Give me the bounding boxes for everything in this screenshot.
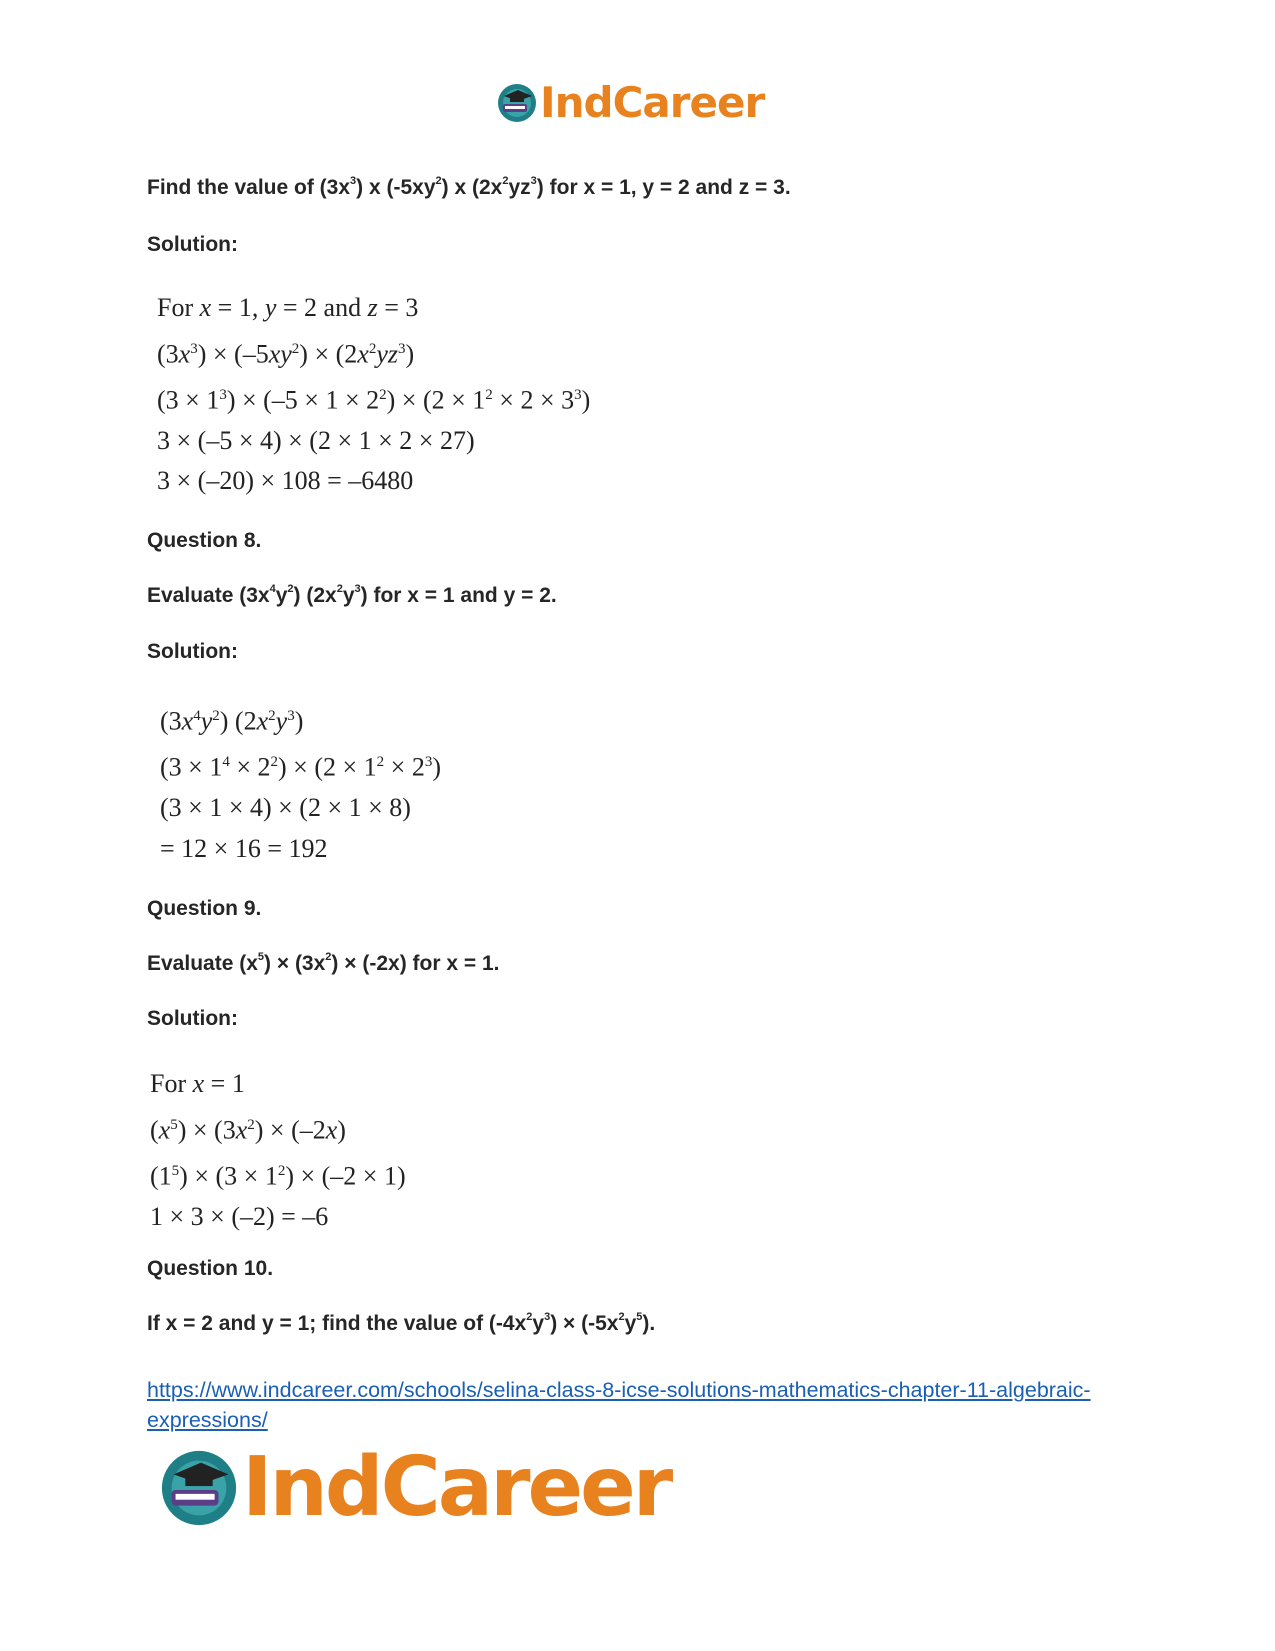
q8-solution-steps — [160, 696, 441, 869]
graduation-cap-book-globe-icon — [158, 1447, 240, 1529]
q8-step-1: $(3x^4y^2)$ $(2x^2y^3)$ — [160, 706, 304, 736]
q8-step-4: = 12 × 16 = 192 — [160, 833, 328, 863]
source-url-link[interactable]: https://www.indcareer.com/schools/selina-class-8-icse-solutions-mathematics-chapter-11-algebraic-expressions/ — [147, 1378, 1091, 1432]
q8-step-2: $(3 \times 1^4 \times 2^2) \times (2 \times 1^2 \times 2^3)$ — [160, 752, 441, 782]
q8-label: Question 8. — [147, 529, 262, 552]
q9-step-3: $(1^5) \times (3 \times 1^2) \times (-2 \times 1)$ — [150, 1161, 406, 1191]
q9-solution-steps — [150, 1064, 406, 1237]
graduation-cap-book-globe-icon — [496, 82, 538, 124]
q9-step-1: For x = 1 — [150, 1069, 245, 1098]
q9-step-2: $(x^5) \times (3x^2) \times (-2x)$ — [150, 1115, 346, 1145]
q8-solution-label: Solution: — [147, 640, 238, 663]
q8-question: Evaluate $(3x^4y^2)$ $(2x^2y^3)$ for x = 1 and y = 2. — [147, 583, 557, 607]
q7-step-5: 3 × (–20) × 108 = –6480 — [157, 466, 414, 496]
header-logo-text: IndCareer — [540, 78, 765, 127]
q7-step-3: $(3 \times 1^3) \times (-5 \times 1 \times 2^2) \times (2 \times 1^2 \times 2 \times 3^3)$ — [157, 385, 591, 415]
q9-step-4: 1 × 3 × (–2) = –6 — [150, 1201, 329, 1231]
q10-label: Question 10. — [147, 1257, 274, 1280]
footer-logo-text: IndCareer — [242, 1440, 671, 1535]
q9-solution-label: Solution: — [147, 1007, 238, 1030]
q7-step-4: 3 × (–5 × 4) × (2 × 1 × 2 × 27) — [157, 425, 475, 455]
q9-label: Question 9. — [147, 897, 262, 920]
header-logo — [496, 78, 764, 127]
q9-question: Evaluate $(x^5) \times (3x^2) \times (-2x)$ for x = 1. — [147, 951, 500, 975]
q7-step-2: $(3x^3) \times (-5xy^2) \times (2x^2yz^3)$ — [157, 339, 415, 369]
q7-solution-label: Solution: — [147, 233, 238, 256]
q7-solution-steps — [157, 288, 590, 502]
q7-question: Find the value of $(3x^3)$ x $(-5xy^2)$ x $(2x^2yz^3)$ for x = 1, y = 2 and z = 3. — [147, 175, 791, 199]
q8-step-3: (3 × 1 × 4) × (2 × 1 × 8) — [160, 793, 411, 823]
q10-question: If x = 2 and y = 1; find the value of $(-4x^2y^3) \times (-5x^2y^5)$. — [147, 1311, 656, 1335]
q7-step-1: For x = 1, y = 2 and z = 3 — [157, 293, 419, 322]
footer-logo — [158, 1440, 670, 1535]
